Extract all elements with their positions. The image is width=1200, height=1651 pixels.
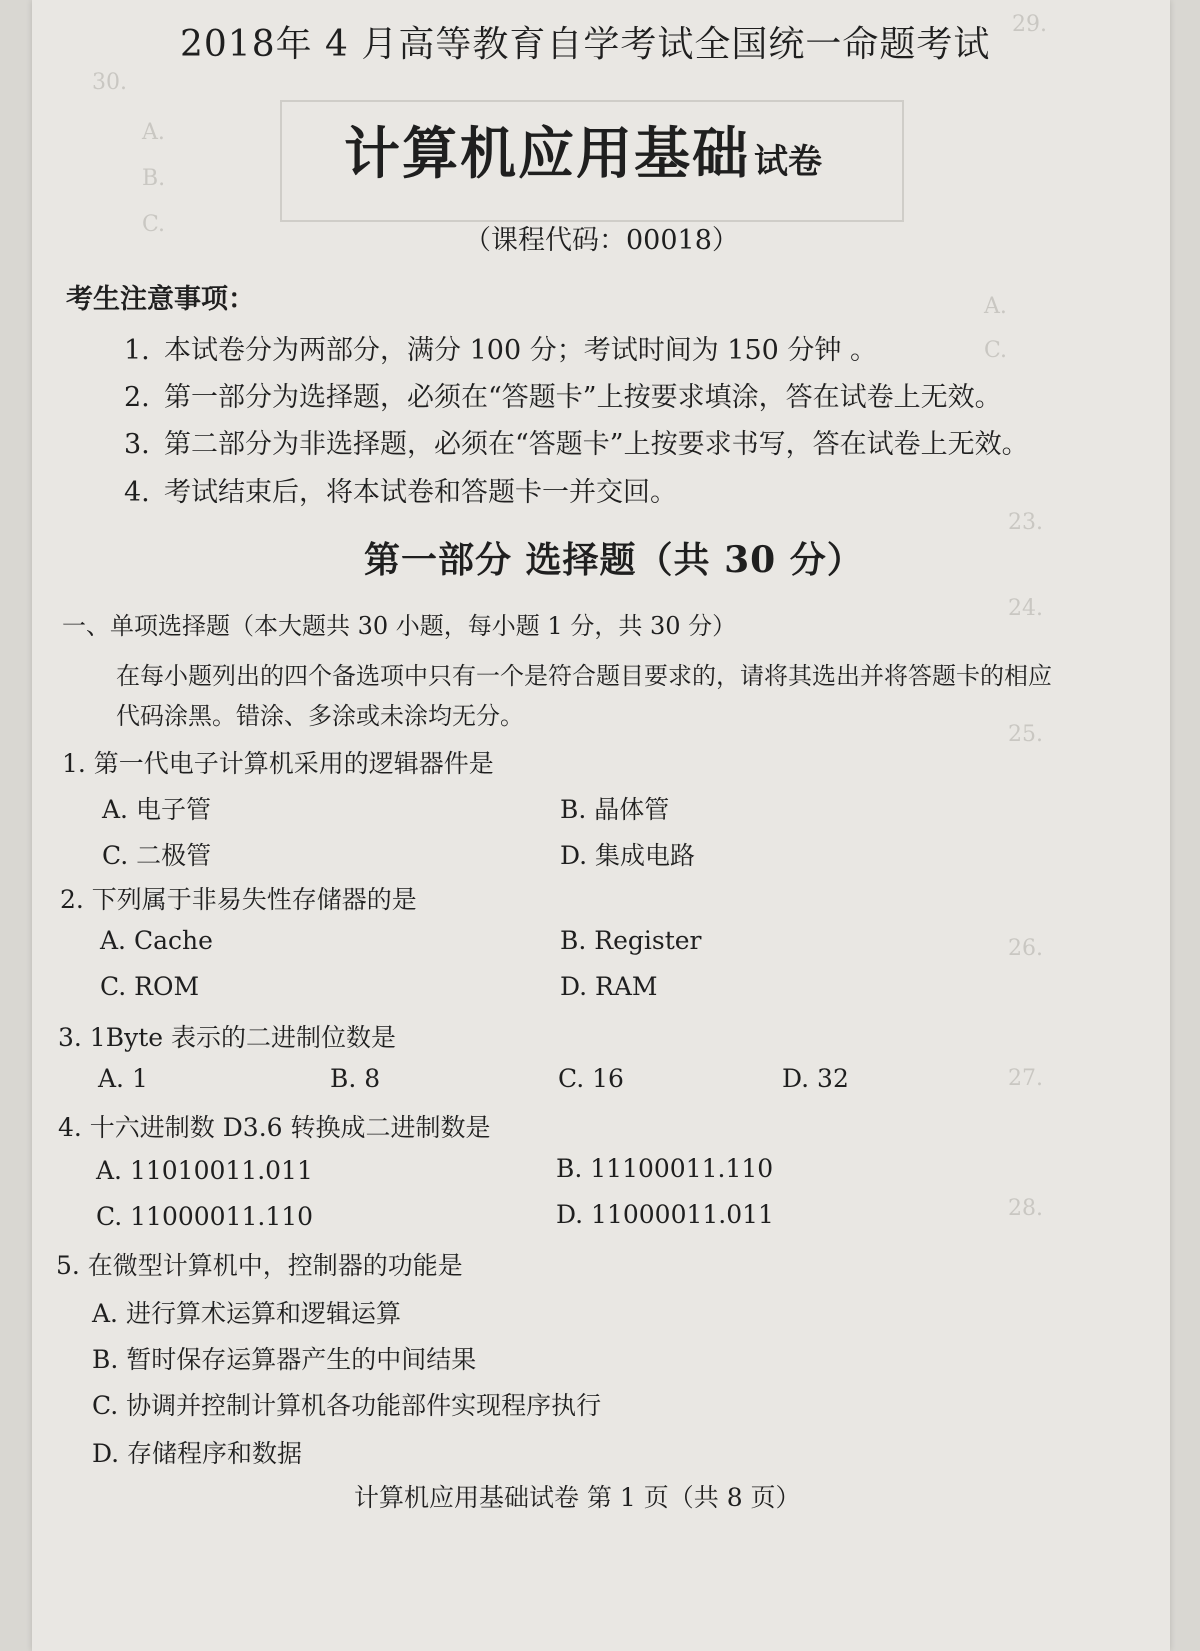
section-instruction: 代码涂黑。错涂、多涂或未涂均无分。 — [116, 702, 524, 730]
bleed-through-text: C. — [984, 338, 1008, 363]
option-a: A. Cache — [100, 926, 213, 955]
page-footer: 计算机应用基础试卷 第 1 页（共 8 页） — [354, 1483, 801, 1512]
option-c: C. 协调并控制计算机各功能部件实现程序执行 — [92, 1391, 602, 1420]
option-d: D. RAM — [560, 972, 658, 1001]
note-number: 1. — [124, 335, 150, 366]
option-a: A. 电子管 — [102, 795, 211, 824]
subject-title: 计算机应用基础 — [344, 121, 750, 187]
bleed-through-text: 28. — [1008, 1196, 1043, 1221]
note-number: 2. — [124, 382, 150, 413]
note-text: 第一部分为选择题，必须在“答题卡”上按要求填涂，答在试卷上无效。 — [164, 382, 1002, 413]
option-b: B. 暂时保存运算器产生的中间结果 — [92, 1345, 477, 1374]
option-b: B. 晶体管 — [560, 795, 670, 824]
question-stem: 2. 下列属于非易失性存储器的是 — [60, 885, 417, 914]
option-a: A. 1 — [98, 1064, 148, 1093]
course-code: （课程代码：00018） — [464, 225, 739, 256]
bleed-through-text: B. — [142, 166, 166, 191]
option-b: B. Register — [560, 926, 702, 955]
note-item — [124, 375, 1002, 414]
note-number: 4. — [124, 477, 150, 508]
bleed-through-text: C. — [142, 212, 166, 237]
option-c: C. ROM — [100, 972, 200, 1001]
part-heading: 第一部分 选择题（共 30 分） — [364, 539, 864, 581]
notes-heading: 考生注意事项： — [66, 284, 255, 315]
note-text: 考试结束后，将本试卷和答题卡一并交回。 — [164, 477, 677, 508]
option-b: B. 8 — [330, 1064, 381, 1093]
exam-title: 2018年 4 月高等教育自学考试全国统一命题考试 — [180, 24, 991, 65]
section-heading: 一、单项选择题（本大题共 30 小题，每小题 1 分，共 30 分） — [62, 612, 737, 640]
bleed-through-text: 26. — [1008, 936, 1043, 961]
option-d: D. 32 — [782, 1064, 849, 1093]
option-a: A. 进行算术运算和逻辑运算 — [92, 1299, 401, 1328]
note-text: 本试卷分为两部分，满分 100 分；考试时间为 150 分钟 。 — [164, 335, 877, 366]
question-stem: 4. 十六进制数 D3.6 转换成二进制数是 — [58, 1113, 491, 1142]
option-d: D. 11000011.011 — [556, 1200, 774, 1229]
bleed-through-text: 24. — [1008, 596, 1043, 621]
bleed-through-text: 29. — [1012, 12, 1047, 37]
option-c: C. 11000011.110 — [96, 1202, 314, 1231]
bleed-through-text: A. — [984, 294, 1007, 319]
question-stem: 5. 在微型计算机中，控制器的功能是 — [56, 1251, 463, 1280]
note-item — [124, 470, 677, 509]
subject-suffix: 试卷 — [754, 142, 822, 182]
bleed-through-text: A. — [142, 120, 165, 145]
bleed-through-text: 23. — [1008, 510, 1043, 535]
exam-paper — [32, 0, 1170, 1651]
note-item — [124, 328, 877, 367]
option-b: B. 11100011.110 — [556, 1154, 774, 1183]
note-item — [124, 422, 1029, 461]
question-stem: 3. 1Byte 表示的二进制位数是 — [58, 1023, 396, 1052]
bleed-through-text: 25. — [1008, 722, 1043, 747]
question-stem: 1. 第一代电子计算机采用的逻辑器件是 — [62, 749, 494, 778]
note-text: 第二部分为非选择题，必须在“答题卡”上按要求书写，答在试卷上无效。 — [164, 429, 1029, 460]
option-d: D. 集成电路 — [560, 841, 696, 870]
option-c: C. 16 — [558, 1064, 624, 1093]
bleed-through-text: 30. — [92, 70, 127, 95]
option-d: D. 存储程序和数据 — [92, 1439, 303, 1468]
option-c: C. 二极管 — [102, 841, 212, 870]
section-instruction: 在每小题列出的四个备选项中只有一个是符合题目要求的，请将其选出并将答题卡的相应 — [116, 662, 1052, 690]
note-number: 3. — [124, 429, 150, 460]
option-a: A. 11010011.011 — [96, 1156, 313, 1185]
bleed-through-text: 27. — [1008, 1066, 1043, 1091]
